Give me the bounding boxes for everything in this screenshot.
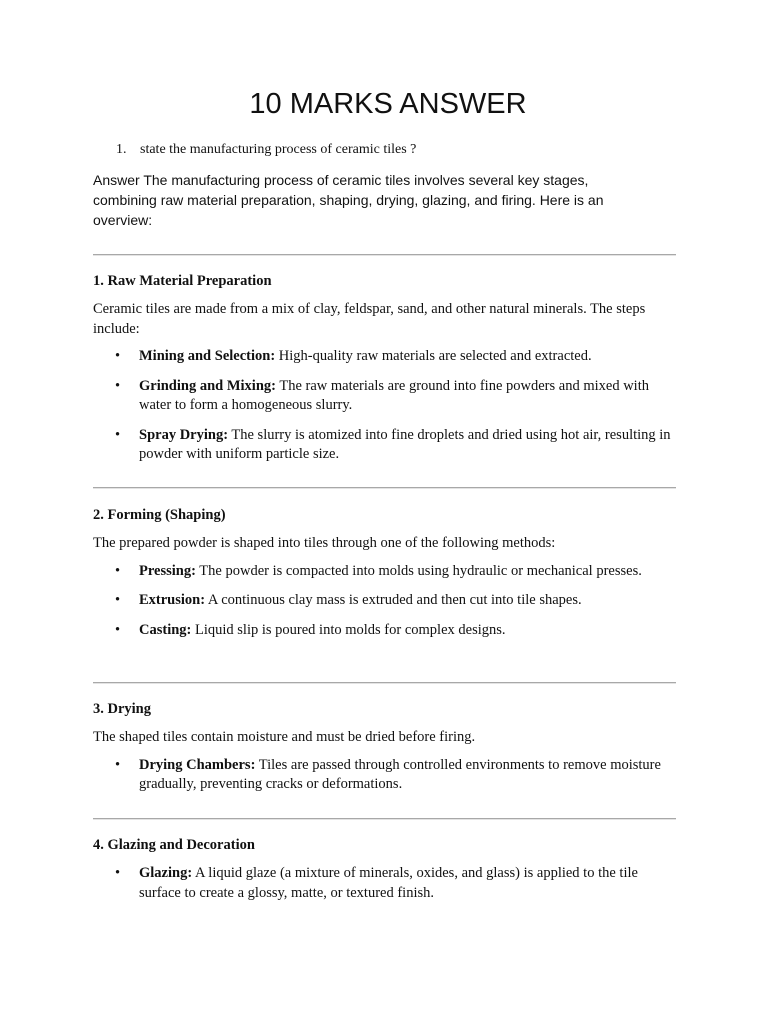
list-item-term: Mining and Selection: [139, 348, 276, 364]
list-item-term: Drying Chambers: [139, 756, 256, 773]
page-title: 10 MARKS ANSWER [249, 88, 527, 120]
section-paragraph: Ceramic tiles are made from a mix of clay, feldspar, sand, and other natural minerals. The steps include: [93, 301, 646, 337]
divider [93, 487, 676, 489]
bullet-icon: • [115, 377, 121, 394]
section-raw-material [93, 271, 683, 475]
section-paragraph: The shaped tiles contain moisture and must be dried before firing. [93, 729, 476, 745]
bullet-icon: • [115, 562, 121, 579]
section-heading: 4. Glazing and Decoration [93, 837, 255, 853]
list-item-text: Tiles are passed through controlled environments to remove moisture gradually, preventing cracks or deformations. [139, 756, 661, 792]
answer-intro: Answer The manufacturing process of ceramic tiles involves several key stages, combining raw material preparation, shaping, drying, glazing, and firing. Here is an overview: [93, 172, 604, 228]
list-item-text: A liquid glaze (a mixture of minerals, oxides, and glass) is applied to the tile surface to create a glossy, matte, or textured finish. [139, 865, 638, 901]
bullet-list [93, 562, 683, 641]
list-item-term: Extrusion: [139, 592, 206, 608]
bullet-list [93, 756, 683, 795]
list-item-text: The raw materials are ground into fine powders and mixed with water to form a homogeneous slurry. [139, 377, 649, 413]
list-item-term: Casting: [139, 621, 192, 638]
list-item-term: Spray Drying: [139, 426, 229, 443]
list-item [93, 562, 683, 582]
list-item-text: High-quality raw materials are selected and extracted. [275, 348, 592, 364]
section-heading: 1. Raw Material Preparation [93, 273, 272, 289]
section-paragraph: The prepared powder is shaped into tiles through one of the following methods: [93, 535, 556, 551]
divider [93, 818, 676, 820]
bullet-icon: • [115, 426, 121, 443]
divider [93, 682, 676, 684]
list-item-text: The powder is compacted into molds using hydraulic or mechanical presses. [195, 562, 642, 579]
question-number: 1. [116, 142, 127, 157]
list-item-text: A continuous clay mass is extruded and then cut into tile shapes. [205, 592, 582, 608]
list-item-term: Glazing: [139, 865, 193, 881]
bullet-list [93, 347, 683, 465]
list-item-text: Liquid slip is poured into molds for complex designs. [191, 621, 506, 638]
divider [93, 254, 676, 256]
section-forming [93, 505, 683, 650]
list-item [93, 756, 683, 795]
list-item [93, 621, 683, 641]
list-item-term: Pressing: [139, 562, 196, 579]
bullet-icon: • [115, 621, 121, 638]
list-item [93, 864, 683, 903]
bullet-icon: • [115, 865, 121, 881]
section-glazing [93, 835, 683, 913]
question-item [116, 142, 416, 158]
question-text: state the manufacturing process of ceramic tiles ? [140, 142, 417, 157]
section-heading: 2. Forming (Shaping) [93, 507, 226, 523]
bullet-icon: • [115, 592, 121, 608]
section-drying [93, 699, 683, 805]
section-heading: 3. Drying [93, 701, 151, 717]
list-item [93, 377, 683, 416]
list-item-term: Grinding and Mixing: [139, 377, 276, 394]
bullet-icon: • [115, 756, 121, 773]
bullet-list [93, 864, 683, 903]
list-item [93, 347, 683, 367]
list-item [93, 591, 683, 611]
bullet-icon: • [115, 348, 121, 364]
list-item [93, 426, 683, 465]
list-item-text: The slurry is atomized into fine droplets and dried using hot air, resulting in powder with uniform particle size. [139, 426, 671, 462]
